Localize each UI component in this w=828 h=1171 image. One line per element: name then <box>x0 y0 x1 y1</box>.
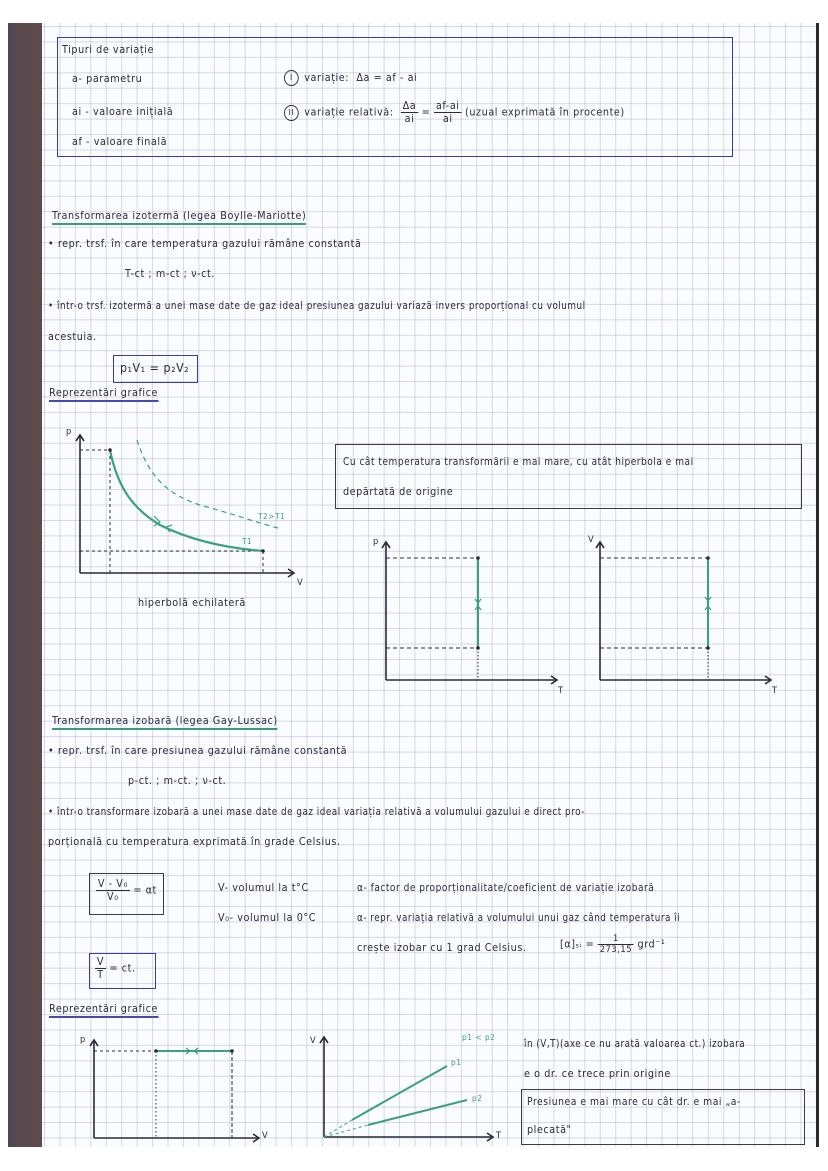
label-t1: T1 <box>242 537 253 546</box>
isobaric-vt-chart <box>310 1030 500 1150</box>
isothermal-constants: T-ct ; m-ct ; ν-ct. <box>125 268 215 280</box>
variation-item-1 <box>284 70 417 86</box>
isobaric-bullet-1: • repr. trsf. în care presiunea gazului rămâne constantă <box>48 745 348 757</box>
boyle-formula: p₁V₁ = p₂V₂ <box>120 361 190 375</box>
isobaric-bullet-2-cont: porțională cu temperatura exprimată în grade Celsius. <box>48 836 341 848</box>
def-v: V- volumul la t°C <box>218 882 309 894</box>
axis-label-v: V <box>297 578 304 588</box>
alpha-def-1: α- factor de proporționalitate/coeficient de variație izobară <box>357 882 655 894</box>
variation-item-2: II variație relativă: $\frac{\Delta a}{ai}$ = $\frac{af-ai}{ai}$ (uzual exprimată în procente) <box>284 100 625 125</box>
isobaric-graphs-title: Reprezentări grafice <box>49 1003 158 1018</box>
isothermal-graphs-title: Reprezentări grafice <box>49 387 158 402</box>
v-over-t-formula: $\frac{V}{T}$ = ct. <box>96 956 136 981</box>
alpha-def-3: crește izobar cu 1 grad Celsius. <box>357 942 527 954</box>
temperature-note-line-2: depărtată de origine <box>343 486 454 498</box>
temperature-note-box <box>335 444 802 509</box>
isothermal-pt-chart <box>370 535 570 695</box>
isothermal-bullet-2-cont: acestuia. <box>48 331 97 343</box>
def-v0: V₀- volumul la 0°C <box>218 912 317 924</box>
axis-label-t: T <box>772 686 778 696</box>
def-parameter: a- parametru <box>72 73 143 85</box>
label-p1: p1 <box>451 1058 462 1067</box>
axis-label-p: p <box>373 537 379 547</box>
fraction-af-ai: $\frac{af-ai}{ai}$ <box>435 100 460 125</box>
gay-lussac-formula: $\frac{\text{V - V₀}}{\text{V₀}}$ = αt <box>97 878 157 903</box>
relative-variation-label: variație relativă: <box>304 106 394 119</box>
isothermal-bullet-1: • repr. trsf. în care temperatura gazului rămâne constantă <box>48 238 362 250</box>
axis-label-v: V <box>588 535 595 545</box>
hyperbola-caption: hiperbolă echilateră <box>138 597 246 609</box>
fraction-delta-a: $\frac{\Delta a}{ai}$ <box>402 100 417 125</box>
label-p1-lt-p2: p1 < p2 <box>462 1033 496 1042</box>
axis-label-v: V <box>262 1131 269 1141</box>
percent-note: (uzual exprimată în procente) <box>465 106 625 119</box>
isobaric-constants: p-ct. ; m-ct. ; ν-ct. <box>128 775 227 787</box>
isothermal-title: Transformarea izotermă (legea Boylle-Mariotte) <box>52 210 306 225</box>
axis-label-t: T <box>558 686 564 696</box>
vt-note-line-1: în (V,T)(axe ce nu arată valoarea ct.) izobara <box>524 1038 746 1050</box>
alpha-si-unit: [α]ₛᵢ = $\frac{1}{273,15}$ grd⁻¹ <box>560 934 666 955</box>
def-final-value: af - valoare finală <box>72 136 168 148</box>
variation-label: variație: <box>304 72 350 84</box>
vt-note-line-2: e o dr. ce trece prin origine <box>524 1068 671 1080</box>
variation-formula: Δa = af - ai <box>356 72 418 84</box>
variation-title: Tipuri de variație <box>62 44 154 56</box>
axis-label-t: T <box>496 1131 502 1141</box>
axis-label-v: V <box>310 1036 317 1046</box>
isothermal-vt-chart <box>585 535 785 695</box>
label-t2-gt-t1: T2>T1 <box>258 512 286 521</box>
temperature-note-line-1: Cu cât temperatura transformării e mai mare, cu atât hiperbola e mai <box>343 456 694 468</box>
pressure-note-line-1: Presiunea e mai mare cu cât dr. e mai „a- <box>527 1096 741 1108</box>
roman-numeral-1: I <box>284 70 299 86</box>
isothermal-bullet-2: • într-o trsf. izotermă a unei mase date de gaz ideal presiunea gazului variază invers proporțional cu volumul <box>48 300 586 312</box>
isobaric-pv-chart <box>70 1030 290 1150</box>
roman-numeral-2: II <box>284 105 299 121</box>
isobaric-title: Transformarea izobară (legea Gay-Lussac) <box>52 715 278 730</box>
axis-label-p: p <box>66 427 72 437</box>
isobaric-bullet-2: • într-o transformare izobară a unei mase date de gaz ideal variația relativă a volumului gazului e direct pro- <box>48 806 585 818</box>
def-initial-value: ai - valoare inițială <box>72 106 174 118</box>
axis-label-p: p <box>80 1035 86 1045</box>
label-p2: p2 <box>472 1094 483 1103</box>
alpha-def-2: α- repr. variația relativă a volumului unui gaz când temperatura îi <box>357 912 681 924</box>
pressure-note-line-2: plecată" <box>527 1124 572 1136</box>
notebook-binding <box>8 23 42 1147</box>
